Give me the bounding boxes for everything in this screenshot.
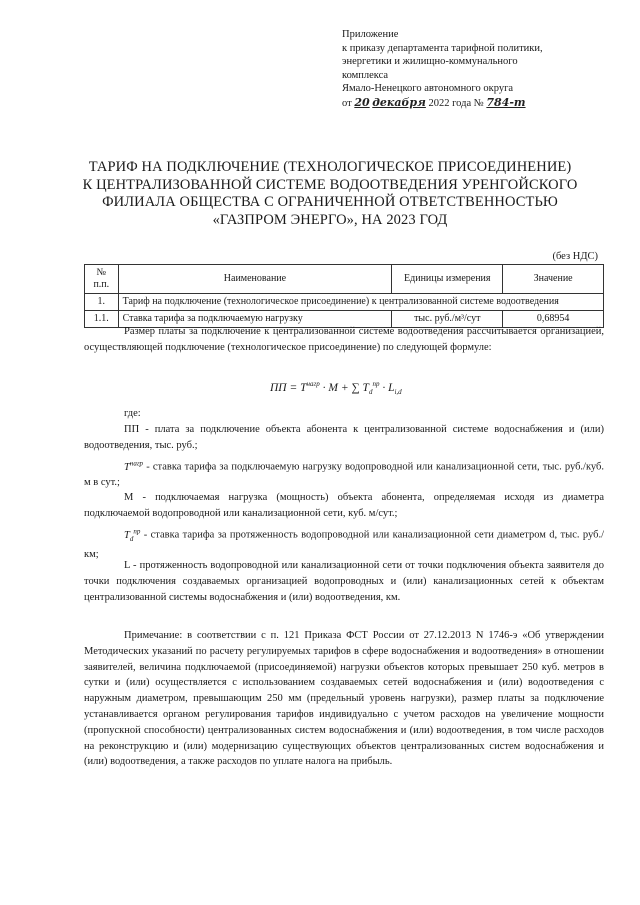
formula (270, 380, 402, 396)
formula-sup: пр (372, 380, 380, 388)
row-unit: тыс. руб./м³/сут (392, 311, 503, 328)
title-line: К ЦЕНТРАЛИЗОВАННОЙ СИСТЕМЕ ВОДООТВЕДЕНИЯ УРЕНГОЙСКОГО (82, 176, 578, 193)
symbol-sub: d (129, 534, 134, 543)
symbol-letter: Т (124, 529, 130, 541)
title-line: «ГАЗПРОМ ЭНЕРГО», НА 2023 ГОД (212, 211, 448, 228)
appendix-line: Ямало-Ненецкого автономного округа (342, 83, 514, 95)
appendix-line: к приказу департамента тарифной политики, (342, 42, 543, 54)
formula-sub: d (368, 388, 373, 397)
header-value: Значение (503, 265, 604, 294)
symbol-td (124, 527, 141, 543)
symbol-sup: пр (133, 527, 141, 535)
definition-text: - ставка тарифа за протяженность водопроводной или канализационной сети диаметром d, тыс. руб./км; (84, 529, 604, 561)
formula-sup: нагр (306, 380, 320, 388)
symbol-t (124, 459, 144, 473)
table-header-row (85, 265, 604, 294)
header-unit: Единицы измерения (392, 265, 503, 294)
formula-rhs: · L (379, 381, 395, 394)
title-line: ФИЛИАЛА ОБЩЕСТВА С ОГРАНИЧЕННОЙ ОТВЕТСТВЕННОСТЬЮ (102, 194, 558, 210)
definition-text: - ставка тарифа за подключаемую нагрузку водопроводной или канализационной сети, тыс. руб./куб. м в сут.; (84, 461, 604, 489)
date-day: 20 (354, 95, 370, 109)
appendix-block (342, 28, 612, 111)
row-value: 0,68954 (503, 311, 604, 328)
definition-l: L - протяженность водопроводной или канализационной сети от точки подключения объекта заявителя до точки подключения создаваемых организацией водопроводных и (или) канализационных сетей к объектам централизованной системы водоснабжения и (или) водоотведения, км. (84, 560, 604, 603)
where-label: где: (124, 408, 141, 419)
symbol-letter: Т (124, 461, 130, 473)
symbol-sup: нагр (129, 459, 144, 467)
formula-mid: · М + ∑ Т (319, 381, 369, 394)
header-num: № п.п. (85, 265, 119, 294)
row-name: Тариф на подключение (технологическое присоединение) к централизованной системе водоотведения (118, 294, 603, 311)
definition-t (84, 456, 604, 491)
date-month: декабря (372, 95, 426, 109)
row-num: 1. (85, 294, 119, 311)
appendix-line: энергетики и жилищно-коммунального (342, 56, 518, 68)
formula-sub: i,d (394, 388, 402, 397)
definition-pp: ПП - плата за подключение объекта абонента к централизованной системе водоснабжения и (или) водоотведения, тыс. руб.; (84, 424, 604, 451)
title-line: ТАРИФ НА ПОДКЛЮЧЕНИЕ (ТЕХНОЛОГИЧЕСКОЕ ПРИСОЕДИНЕНИЕ) (88, 159, 572, 175)
header-name: Наименование (118, 265, 392, 294)
table-row (85, 294, 604, 311)
formula-lhs: ПП = Т (270, 381, 307, 394)
vat-note: (без НДС) (552, 251, 598, 262)
row-name: Ставка тарифа за подключаемую нагрузку (118, 311, 392, 328)
appendix-line: Приложение (342, 29, 399, 40)
appendix-line: комплекса (342, 69, 389, 81)
note-paragraph: Примечание: в соответствии с п. 121 Приказа ФСТ России от 27.12.2013 N 1746-э «Об утверждении Методических указаний по расчету регулируемых тарифов в сфере водоснабжения и водоотведения» в отношении заявителей, величина подключаемой (присоединяемой) нагрузки объектов которых превышает 250 куб. метров в сутки и (или) осуществляется с использованием создаваемых сетей водоснабжения и (или) водоотведения с наружным диаметром, превышающим 250 мм (предельный уровень нагрузки), размер платы за подключение устанавливается органом регулирования тарифов индивидуально с учетом расходов на увеличение мощности (пропускной способности) централизованных систем водоснабжения и (или) водоотведения, в том числе расходов на реконструкцию и (или) модернизацию существующих объектов централизованных систем водоснабжения и (или) водоотведения, а также расходов по уплате налога на прибыль. (84, 630, 604, 768)
order-number: 784-т (486, 95, 526, 109)
appendix-date-line (342, 96, 612, 111)
paragraph-intro: Размер платы за подключение к централизованной системе водоотведения рассчитывается организацией, осуществляющей подключение (технологическое присоединение) по следующей формуле: (84, 326, 604, 353)
row-num: 1.1. (85, 311, 119, 328)
date-year: 2022 года № (428, 97, 484, 109)
definition-m: М - подключаемая нагрузка (мощность) объекта абонента, определяемая исходя из диаметра подключаемой водопроводной или канализационной сети, куб. м/сут.; (84, 492, 604, 519)
document-title (60, 159, 600, 229)
date-prefix: от (342, 97, 352, 109)
tariff-table (84, 264, 604, 328)
